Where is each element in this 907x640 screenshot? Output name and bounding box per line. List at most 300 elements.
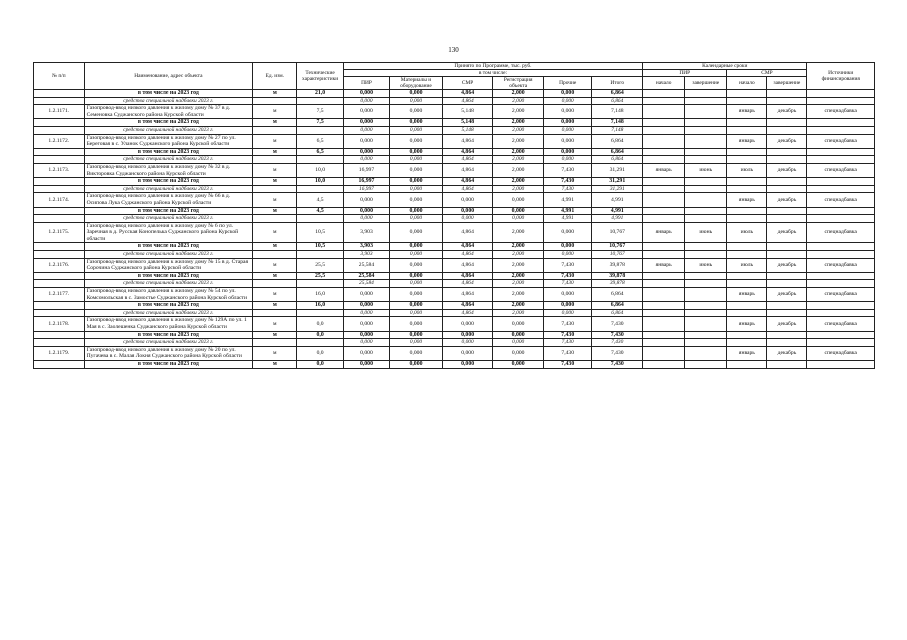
tech: 16,0 — [297, 288, 343, 302]
year-total-row — [34, 272, 875, 280]
funding-source — [807, 156, 875, 164]
other-value: 7,430 — [543, 317, 591, 331]
pir-end — [685, 331, 727, 339]
smr-end — [767, 309, 807, 317]
pir-value: 0,000 — [343, 309, 389, 317]
year-total-row — [34, 331, 875, 339]
materials-value: 0,000 — [390, 272, 443, 280]
smr-value: 4,864 — [442, 222, 493, 243]
smr-end — [767, 119, 807, 127]
registration-value: 0,000 — [493, 360, 544, 368]
total-value: 4,991 — [592, 207, 643, 215]
tech: 25,5 — [297, 258, 343, 272]
object-name: Газопровод-ввод низкого давления к жилому дому № 32 в д. Викторовка Суджанского района Курской области — [84, 163, 253, 177]
year-total-row — [34, 148, 875, 156]
smr-start — [727, 272, 767, 280]
smr-value: 4,864 — [442, 288, 493, 302]
smr-start: январь — [727, 193, 767, 207]
unit — [253, 309, 297, 317]
fund-label: средства специальной надбавки 2023 г. — [84, 156, 253, 164]
smr-value: 4,864 — [442, 134, 493, 148]
row-number-empty — [34, 178, 85, 186]
smr-value: 5,148 — [442, 126, 493, 134]
pir-end — [685, 243, 727, 251]
unit: м — [253, 288, 297, 302]
smr-start: июль — [727, 258, 767, 272]
smr-end — [767, 178, 807, 186]
object-row — [34, 346, 875, 360]
year-total-label: в том числе на 2023 год — [84, 90, 253, 98]
total-value: 6,864 — [592, 148, 643, 156]
smr-end — [767, 339, 807, 347]
pir-value: 0,000 — [343, 193, 389, 207]
unit: м — [253, 331, 297, 339]
pir-start — [643, 185, 685, 193]
header-end-pir: завершение — [685, 77, 727, 90]
smr-end: декабрь — [767, 222, 807, 243]
other-value: 7,430 — [543, 346, 591, 360]
smr-start — [727, 331, 767, 339]
registration-value: 2,000 — [493, 243, 544, 251]
funding-source: спецнадбавка — [807, 105, 875, 119]
pir-value: 0,000 — [343, 331, 389, 339]
smr-end — [767, 207, 807, 215]
pir-value: 16,997 — [343, 163, 389, 177]
registration-value: 0,000 — [493, 207, 544, 215]
object-row — [34, 193, 875, 207]
pir-start — [643, 309, 685, 317]
funding-source — [807, 309, 875, 317]
header-num: № п/п — [34, 63, 85, 90]
pir-end — [685, 360, 727, 368]
year-total-label: в том числе на 2023 год — [84, 272, 253, 280]
pir-end — [685, 309, 727, 317]
registration-value: 0,000 — [493, 317, 544, 331]
pir-start: январь — [643, 258, 685, 272]
materials-value: 0,000 — [390, 97, 443, 105]
header-sched-smr: СМР — [727, 70, 807, 77]
smr-start — [727, 243, 767, 251]
materials-value: 0,000 — [390, 280, 443, 288]
unit: м — [253, 163, 297, 177]
materials-value: 0,000 — [390, 126, 443, 134]
other-value: 0,000 — [543, 156, 591, 164]
materials-value: 0,000 — [390, 258, 443, 272]
pir-end: июнь — [685, 258, 727, 272]
fund-label: средства специальной надбавки 2023 г. — [84, 185, 253, 193]
header-other: Прочие — [543, 77, 591, 90]
pir-end — [685, 215, 727, 223]
pir-value: 0,000 — [343, 317, 389, 331]
registration-value: 2,000 — [493, 185, 544, 193]
total-value: 7,430 — [592, 346, 643, 360]
unit: м — [253, 90, 297, 98]
pir-start — [643, 90, 685, 98]
year-total-label: в том числе на 2023 год — [84, 302, 253, 310]
smr-end — [767, 156, 807, 164]
funding-source: спецнадбавка — [807, 288, 875, 302]
funding-source: спецнадбавка — [807, 222, 875, 243]
funding-source: спецнадбавка — [807, 346, 875, 360]
pir-start — [643, 302, 685, 310]
unit — [253, 185, 297, 193]
pir-end — [685, 251, 727, 259]
unit: м — [253, 105, 297, 119]
smr-end — [767, 126, 807, 134]
smr-value: 4,864 — [442, 178, 493, 186]
smr-value: 0,000 — [442, 193, 493, 207]
registration-value: 2,000 — [493, 148, 544, 156]
header-start-smr: начало — [727, 77, 767, 90]
object-name: Газопровод-ввод низкого давления к жилому дому № 66 в д. Осипова Лука Суджанского района Курской области — [84, 193, 253, 207]
registration-value: 2,000 — [493, 105, 544, 119]
funding-source: спецнадбавка — [807, 193, 875, 207]
pir-start — [643, 193, 685, 207]
tech: 0,0 — [297, 317, 343, 331]
registration-value: 2,000 — [493, 309, 544, 317]
row-number-empty — [34, 251, 85, 259]
funding-source: спецнадбавка — [807, 317, 875, 331]
materials-value: 0,000 — [390, 360, 443, 368]
row-number-empty — [34, 339, 85, 347]
object-row — [34, 163, 875, 177]
smr-end — [767, 251, 807, 259]
total-value: 10,767 — [592, 251, 643, 259]
total-value: 6,864 — [592, 309, 643, 317]
smr-start — [727, 97, 767, 105]
header-total: Итого — [592, 77, 643, 90]
pir-end — [685, 134, 727, 148]
fund-row — [34, 185, 875, 193]
row-number: 1.2.1178. — [34, 317, 85, 331]
funding-source — [807, 90, 875, 98]
unit: м — [253, 178, 297, 186]
object-name: Газопровод-ввод низкого давления к жилому дому № 6 по ул. Заречная в д. Русская Конопелька Суджанского района Курской области — [84, 222, 253, 243]
pir-start — [643, 346, 685, 360]
pir-start — [643, 119, 685, 127]
smr-end — [767, 331, 807, 339]
tech — [297, 126, 343, 134]
pir-value: 3,903 — [343, 222, 389, 243]
smr-start — [727, 251, 767, 259]
header-smr: СМР — [442, 77, 493, 90]
row-number: 1.2.1171. — [34, 105, 85, 119]
pir-end — [685, 207, 727, 215]
tech: 7,5 — [297, 105, 343, 119]
smr-end — [767, 272, 807, 280]
pir-end — [685, 119, 727, 127]
smr-end — [767, 97, 807, 105]
materials-value: 0,000 — [390, 309, 443, 317]
row-number-empty — [34, 207, 85, 215]
fund-label: средства специальной надбавки 2023 г. — [84, 215, 253, 223]
pir-start — [643, 288, 685, 302]
registration-value: 2,000 — [493, 97, 544, 105]
object-row — [34, 105, 875, 119]
total-value: 10,767 — [592, 243, 643, 251]
unit — [253, 280, 297, 288]
smr-start: январь — [727, 317, 767, 331]
row-number-empty — [34, 280, 85, 288]
materials-value: 0,000 — [390, 163, 443, 177]
other-value: 0,000 — [543, 134, 591, 148]
pir-start — [643, 339, 685, 347]
registration-value: 2,000 — [493, 90, 544, 98]
smr-value: 4,864 — [442, 156, 493, 164]
funding-source — [807, 207, 875, 215]
registration-value: 2,000 — [493, 134, 544, 148]
funding-source — [807, 331, 875, 339]
smr-value: 4,864 — [442, 243, 493, 251]
smr-start — [727, 302, 767, 310]
smr-value: 0,000 — [442, 317, 493, 331]
unit — [253, 215, 297, 223]
fund-label: средства специальной надбавки 2023 г. — [84, 251, 253, 259]
pir-start — [643, 126, 685, 134]
smr-end: декабрь — [767, 288, 807, 302]
smr-start: июль — [727, 163, 767, 177]
smr-value: 0,000 — [442, 339, 493, 347]
unit: м — [253, 302, 297, 310]
row-number: 1.2.1179. — [34, 346, 85, 360]
tech — [297, 339, 343, 347]
tech: 10,0 — [297, 163, 343, 177]
pir-value: 0,000 — [343, 302, 389, 310]
pir-end — [685, 302, 727, 310]
smr-start: январь — [727, 105, 767, 119]
smr-value: 5,148 — [442, 119, 493, 127]
row-number-empty — [34, 90, 85, 98]
row-number: 1.2.1174. — [34, 193, 85, 207]
materials-value: 0,000 — [390, 185, 443, 193]
smr-value: 5,148 — [442, 105, 493, 119]
smr-value: 4,864 — [442, 251, 493, 259]
materials-value: 0,000 — [390, 317, 443, 331]
smr-end — [767, 185, 807, 193]
page-number: 130 — [448, 46, 459, 54]
total-value: 6,864 — [592, 288, 643, 302]
smr-start: июль — [727, 222, 767, 243]
funding-source — [807, 243, 875, 251]
smr-start — [727, 178, 767, 186]
total-value: 7,430 — [592, 339, 643, 347]
pir-value: 16,997 — [343, 178, 389, 186]
smr-value: 4,864 — [442, 272, 493, 280]
materials-value: 0,000 — [390, 178, 443, 186]
materials-value: 0,000 — [390, 346, 443, 360]
year-total-row — [34, 90, 875, 98]
total-value: 31,291 — [592, 178, 643, 186]
pir-value: 25,584 — [343, 280, 389, 288]
pir-end: июнь — [685, 163, 727, 177]
smr-end: декабрь — [767, 317, 807, 331]
fund-row — [34, 251, 875, 259]
smr-start — [727, 215, 767, 223]
row-number-empty — [34, 309, 85, 317]
header-registration: Регистрация объекта — [493, 77, 544, 90]
pir-value: 0,000 — [343, 339, 389, 347]
pir-start — [643, 105, 685, 119]
tech — [297, 215, 343, 223]
smr-value: 0,000 — [442, 360, 493, 368]
pir-start — [643, 97, 685, 105]
pir-end — [685, 105, 727, 119]
tech — [297, 280, 343, 288]
total-value: 31,291 — [592, 185, 643, 193]
row-number-empty — [34, 185, 85, 193]
pir-value: 0,000 — [343, 346, 389, 360]
smr-start — [727, 148, 767, 156]
unit — [253, 251, 297, 259]
pir-value: 16,997 — [343, 185, 389, 193]
total-value: 7,430 — [592, 331, 643, 339]
row-number-empty — [34, 302, 85, 310]
other-value: 7,430 — [543, 258, 591, 272]
unit: м — [253, 119, 297, 127]
materials-value: 0,000 — [390, 156, 443, 164]
other-value: 0,000 — [543, 243, 591, 251]
pir-value: 0,000 — [343, 97, 389, 105]
smr-end — [767, 90, 807, 98]
total-value: 10,767 — [592, 222, 643, 243]
pir-value: 0,000 — [343, 288, 389, 302]
pir-start — [643, 251, 685, 259]
row-number: 1.2.1176. — [34, 258, 85, 272]
tech: 21,0 — [297, 90, 343, 98]
fund-label: средства специальной надбавки 2023 г. — [84, 309, 253, 317]
registration-value: 2,000 — [493, 251, 544, 259]
smr-start — [727, 119, 767, 127]
smr-value: 4,864 — [442, 163, 493, 177]
tech: 16,0 — [297, 302, 343, 310]
other-value: 7,430 — [543, 178, 591, 186]
object-name: Газопровод-ввод низкого давления к жилому дому № 54 по ул. Комсомольская в с. Замостье Суджанского района Курской области — [84, 288, 253, 302]
smr-value: 0,000 — [442, 207, 493, 215]
object-row — [34, 134, 875, 148]
pir-value: 3,903 — [343, 251, 389, 259]
smr-start — [727, 90, 767, 98]
header-schedule: Календарные сроки — [643, 63, 807, 70]
registration-value: 0,000 — [493, 215, 544, 223]
year-total-label: в том числе на 2023 год — [84, 119, 253, 127]
pir-end — [685, 126, 727, 134]
materials-value: 0,000 — [390, 331, 443, 339]
year-total-label: в том числе на 2023 год — [84, 331, 253, 339]
unit: м — [253, 317, 297, 331]
pir-end — [685, 288, 727, 302]
other-value: 0,000 — [543, 222, 591, 243]
fund-row — [34, 309, 875, 317]
smr-start — [727, 339, 767, 347]
pir-end — [685, 317, 727, 331]
tech: 4,5 — [297, 207, 343, 215]
fund-row — [34, 339, 875, 347]
funding-source: спецнадбавка — [807, 163, 875, 177]
smr-value: 0,000 — [442, 331, 493, 339]
year-total-row — [34, 302, 875, 310]
year-total-row — [34, 119, 875, 127]
funding-source — [807, 178, 875, 186]
pir-start — [643, 272, 685, 280]
materials-value: 0,000 — [390, 302, 443, 310]
unit: м — [253, 272, 297, 280]
funding-source — [807, 97, 875, 105]
smr-end — [767, 148, 807, 156]
pir-value: 0,000 — [343, 148, 389, 156]
pir-end — [685, 148, 727, 156]
total-value: 7,148 — [592, 105, 643, 119]
fund-row — [34, 97, 875, 105]
other-value: 0,000 — [543, 251, 591, 259]
materials-value: 0,000 — [390, 134, 443, 148]
smr-value: 4,864 — [442, 97, 493, 105]
fund-label: средства специальной надбавки 2023 г. — [84, 126, 253, 134]
object-name: Газопровод-ввод низкого давления к жилому дому № 129А по ул. 1 Мая в с. Заолешенка Суджанского района Курской области — [84, 317, 253, 331]
total-value: 6,864 — [592, 90, 643, 98]
registration-value: 2,000 — [493, 288, 544, 302]
pir-start — [643, 178, 685, 186]
registration-value: 2,000 — [493, 272, 544, 280]
smr-end: декабрь — [767, 346, 807, 360]
total-value: 6,864 — [592, 302, 643, 310]
tech — [297, 97, 343, 105]
smr-value: 4,864 — [442, 309, 493, 317]
object-row — [34, 317, 875, 331]
fund-label: средства специальной надбавки 2023 г. — [84, 97, 253, 105]
header-accepted: Принято по Программе, тыс. руб. — [343, 63, 642, 70]
funding-source — [807, 215, 875, 223]
materials-value: 0,000 — [390, 222, 443, 243]
smr-end: декабрь — [767, 163, 807, 177]
pir-value: 0,000 — [343, 126, 389, 134]
materials-value: 0,000 — [390, 288, 443, 302]
funding-source: спецнадбавка — [807, 134, 875, 148]
other-value: 7,430 — [543, 360, 591, 368]
other-value: 7,430 — [543, 331, 591, 339]
year-total-row — [34, 207, 875, 215]
unit: м — [253, 243, 297, 251]
registration-value: 0,000 — [493, 331, 544, 339]
registration-value: 0,000 — [493, 339, 544, 347]
unit: м — [253, 258, 297, 272]
funding-source — [807, 251, 875, 259]
pir-end — [685, 178, 727, 186]
other-value: 0,000 — [543, 97, 591, 105]
pir-end — [685, 193, 727, 207]
tech: 0,0 — [297, 346, 343, 360]
header-sched-pir: ПИР — [643, 70, 727, 77]
smr-value: 0,000 — [442, 346, 493, 360]
other-value: 7,430 — [543, 163, 591, 177]
materials-value: 0,000 — [390, 251, 443, 259]
materials-value: 0,000 — [390, 215, 443, 223]
total-value: 39,878 — [592, 258, 643, 272]
row-number-empty — [34, 331, 85, 339]
smr-start: январь — [727, 134, 767, 148]
smr-end — [767, 215, 807, 223]
smr-value: 4,864 — [442, 90, 493, 98]
fund-row — [34, 280, 875, 288]
other-value: 0,000 — [543, 105, 591, 119]
tech — [297, 251, 343, 259]
total-value: 6,864 — [592, 156, 643, 164]
registration-value: 2,000 — [493, 258, 544, 272]
registration-value: 0,000 — [493, 193, 544, 207]
object-row — [34, 222, 875, 243]
header-tech: Технические характеристики — [297, 63, 343, 90]
smr-start: январь — [727, 288, 767, 302]
funding-source — [807, 360, 875, 368]
